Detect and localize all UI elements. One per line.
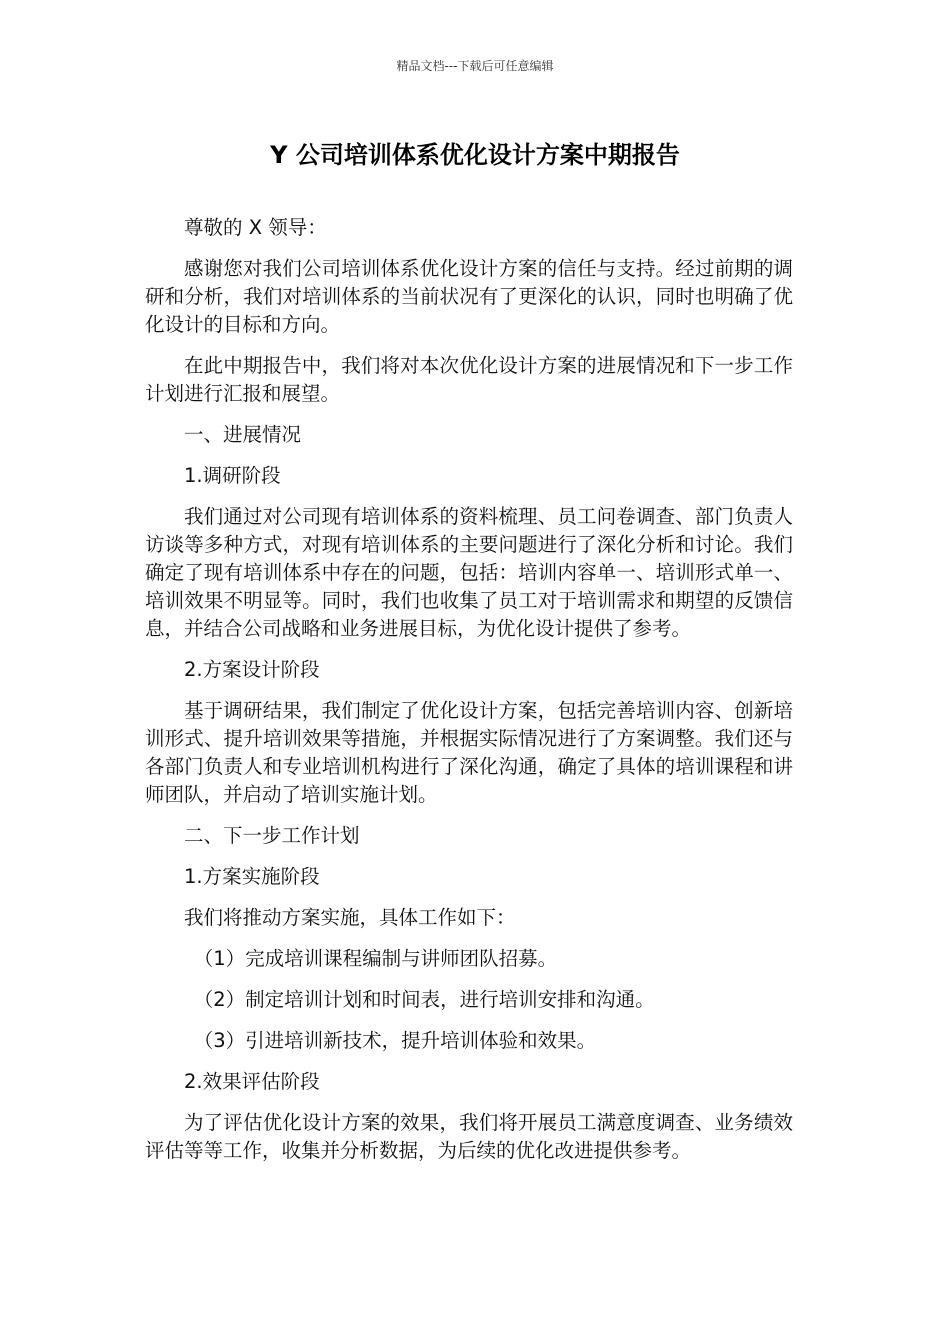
subheading-evaluation: 2.效果评估阶段 — [184, 1070, 320, 1093]
research-paragraph: 我们通过对公司现有培训体系的资料梳理、员工问卷调查、部门负责人访谈等多种方式，对现有培训体系的主要问题进行了深化分析和讨论。我们确定了现有培训体系中存在的问题，包括：培训内容单一、培训形式单一、培训效果不明显等。同时，我们也收集了员工对于培训需求和期望的反馈信息，并结合公司战略和业务进展目标，为优化设计提供了参考。 — [145, 505, 793, 640]
list-item: （3）引进培训新技术，提升培训体验和效果。 — [193, 1029, 597, 1052]
design-paragraph: 基于调研结果，我们制定了优化设计方案，包括完善培训内容、创新培训形式、提升培训效果等措施，并根据实际情况进行了方案调整。我们还与各部门负责人和专业培训机构进行了深化沟通，确定了具体的培训课程和讲师团队，并启动了培训实施计划。 — [145, 699, 793, 806]
intro-paragraph: 感谢您对我们公司培训体系优化设计方案的信任与支持。经过前期的调研和分析，我们对培训体系的当前状况有了更深化的认识，同时也明确了优化设计的目标和方向。 — [145, 257, 793, 336]
section-heading-progress: 一、进展情况 — [184, 423, 302, 446]
salutation: 尊敬的 X 领导： — [184, 216, 327, 239]
list-item: （2）制定培训计划和时间表，进行培训安排和沟通。 — [193, 988, 655, 1011]
subheading-design: 2.方案设计阶段 — [184, 658, 320, 681]
implementation-intro: 我们将推动方案实施，具体工作如下： — [184, 906, 516, 929]
subheading-implementation: 1.方案实施阶段 — [184, 865, 320, 888]
purpose-paragraph: 在此中期报告中，我们将对本次优化设计方案的进展情况和下一步工作计划进行汇报和展望。 — [145, 354, 793, 405]
section-heading-next-steps: 二、下一步工作计划 — [184, 824, 360, 847]
list-item: （1）完成培训课程编制与讲师团队招募。 — [193, 947, 558, 970]
evaluation-paragraph: 为了评估优化设计方案的效果，我们将开展员工满意度调查、业务绩效评估等等工作，收集并分析数据，为后续的优化改进提供参考。 — [145, 1111, 793, 1162]
document-title: Y 公司培训体系优化设计方案中期报告 — [270, 141, 680, 169]
document-body — [145, 214, 793, 1178]
subheading-research: 1.调研阶段 — [184, 464, 281, 487]
header-note: 精品文档---下载后可任意编辑 — [396, 59, 554, 73]
